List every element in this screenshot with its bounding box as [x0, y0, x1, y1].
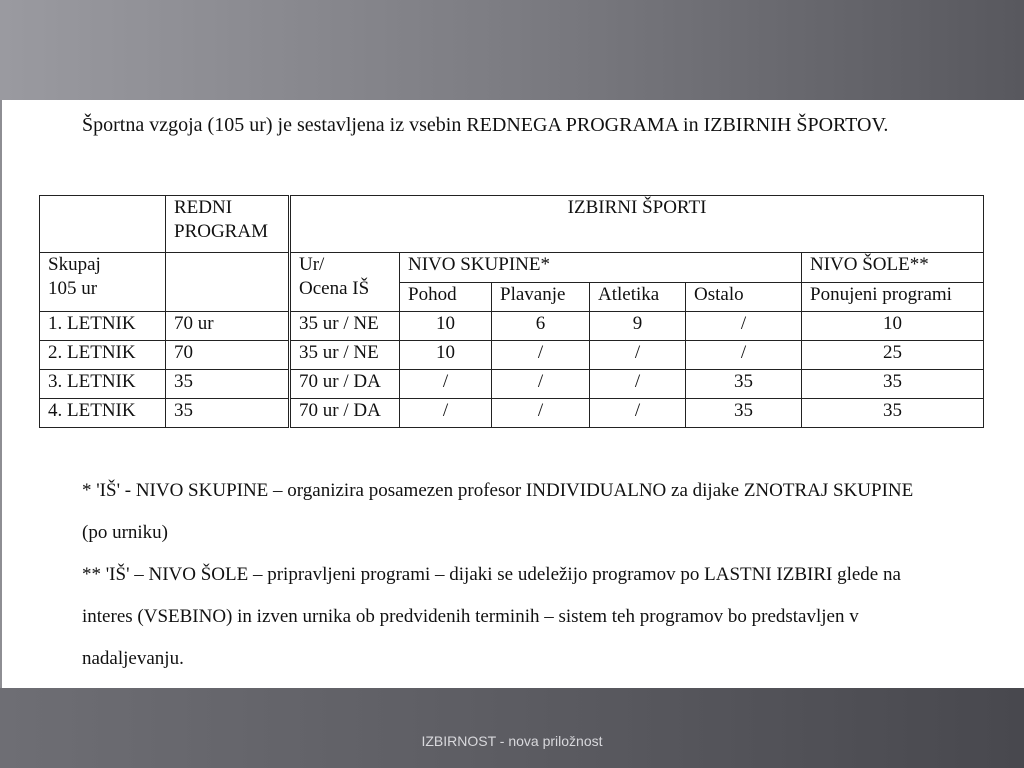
footnote-line: interes (VSEBINO) in izven urnika ob predvidenih terminih – sistem teh programov bo predstavljen v	[82, 606, 859, 627]
col-ponujeni: Ponujeni programi	[802, 283, 984, 312]
cell-ur-ocena: 70 ur / DA	[290, 370, 400, 399]
cell-ponujeni: 25	[802, 341, 984, 370]
col-atletika: Atletika	[590, 283, 686, 312]
cell-ostalo: /	[686, 341, 802, 370]
bottom-decor-band	[0, 688, 1024, 768]
cell-atletika: 9	[590, 312, 686, 341]
cell-plavanje: /	[492, 341, 590, 370]
slide-image	[2, 100, 1024, 688]
cell-redni: 35	[166, 370, 290, 399]
header-ur-ocena	[290, 253, 400, 312]
table-row	[40, 341, 984, 370]
footnote-line: * 'IŠ' - NIVO SKUPINE – organizira posamezen profesor INDIVIDUALNO za dijake ZNOTRAJ SKUPINE	[82, 480, 914, 501]
ur-label: Ur/	[299, 254, 325, 275]
cell-letnik: 2. LETNIK	[40, 341, 166, 370]
cell-atletika: /	[590, 399, 686, 428]
cell-ponujeni: 10	[802, 312, 984, 341]
footnote-line: ** 'IŠ' – NIVO ŠOLE – pripravljeni programi – dijaki se udeležijo programov po LASTNI IZBIRI glede na	[82, 564, 901, 585]
cell-plavanje: /	[492, 370, 590, 399]
cell-redni: 35	[166, 399, 290, 428]
cell-pohod: /	[400, 370, 492, 399]
cell-ponujeni: 35	[802, 399, 984, 428]
cell-letnik: 4. LETNIK	[40, 399, 166, 428]
table-row	[40, 312, 984, 341]
header-nivo-sole: NIVO ŠOLE**	[802, 253, 984, 283]
cell-ur-ocena: 70 ur / DA	[290, 399, 400, 428]
skupaj-hours: 105 ur	[48, 278, 98, 299]
header-izbirni-sporti: IZBIRNI ŠPORTI	[290, 196, 984, 253]
header-redni-program: REDNI PROGRAM	[166, 196, 290, 253]
cell-letnik: 1. LETNIK	[40, 312, 166, 341]
footnotes	[82, 470, 962, 680]
cell-atletika: /	[590, 341, 686, 370]
header-skupaj	[40, 253, 166, 312]
cell-ur-ocena: 35 ur / NE	[290, 341, 400, 370]
cell-pohod: /	[400, 399, 492, 428]
cell-pohod: 10	[400, 341, 492, 370]
empty-cell	[40, 196, 166, 253]
slide-heading: Športna vzgoja (105 ur) je sestavljena iz vsebin REDNEGA PROGRAMA in IZBIRNIH ŠPORTOV.	[82, 114, 889, 136]
empty-cell	[166, 253, 290, 312]
skupaj-label: Skupaj	[48, 254, 101, 275]
col-ostalo: Ostalo	[686, 283, 802, 312]
col-pohod: Pohod	[400, 283, 492, 312]
cell-ponujeni: 35	[802, 370, 984, 399]
ocena-label: Ocena IŠ	[299, 278, 370, 299]
cell-ostalo: 35	[686, 370, 802, 399]
table-row	[40, 370, 984, 399]
header-nivo-skupine: NIVO SKUPINE*	[400, 253, 802, 283]
table-subheader-row	[40, 253, 984, 283]
cell-ostalo: /	[686, 312, 802, 341]
slide-footer: IZBIRNOST - nova priložnost	[421, 733, 603, 749]
table-header-row	[40, 196, 984, 253]
cell-ur-ocena: 35 ur / NE	[290, 312, 400, 341]
cell-atletika: /	[590, 370, 686, 399]
top-decor-band	[0, 0, 1024, 100]
cell-letnik: 3. LETNIK	[40, 370, 166, 399]
footnote-line: (po urniku)	[82, 522, 169, 543]
col-plavanje: Plavanje	[492, 283, 590, 312]
table-row	[40, 399, 984, 428]
cell-redni: 70	[166, 341, 290, 370]
sport-table	[39, 195, 984, 428]
footnote-line: nadaljevanju.	[82, 648, 184, 669]
cell-plavanje: 6	[492, 312, 590, 341]
cell-ostalo: 35	[686, 399, 802, 428]
cell-pohod: 10	[400, 312, 492, 341]
cell-plavanje: /	[492, 399, 590, 428]
cell-redni: 70 ur	[166, 312, 290, 341]
